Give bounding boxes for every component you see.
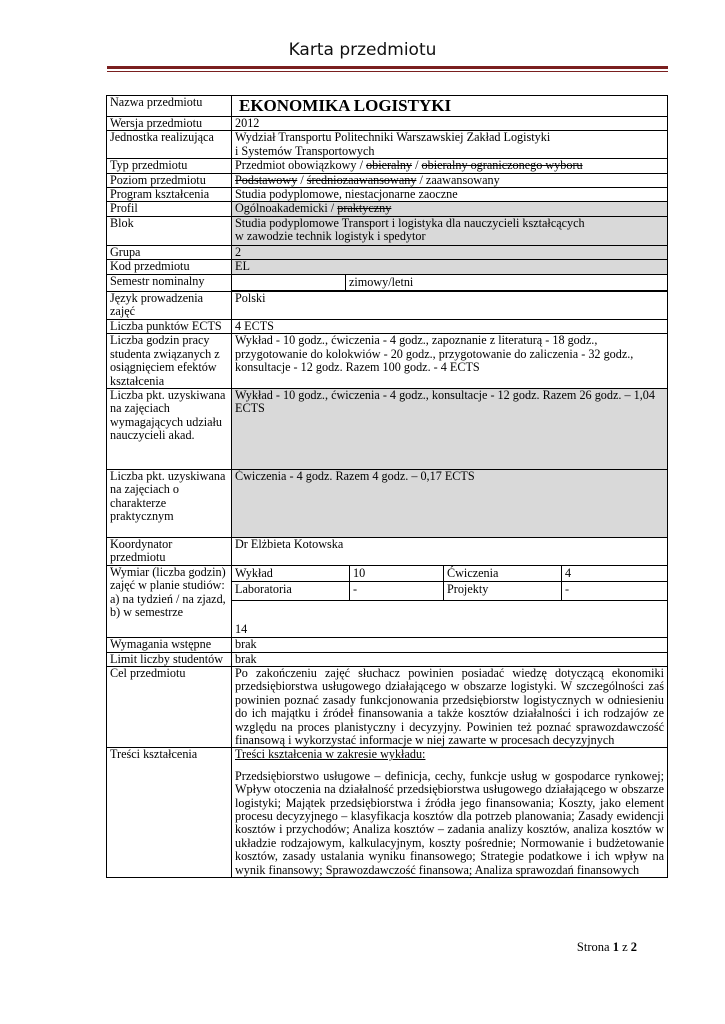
wymiar-wyklad-label: Wykład (232, 566, 350, 582)
value-koordynator: Dr Elżbieta Kotowska (232, 537, 668, 565)
blok-line2: w zawodzie technik logistyk i spedytor (235, 229, 426, 244)
row-cel (107, 666, 668, 747)
course-title: EKONOMIKA LOGISTYKI (239, 96, 452, 115)
blok-line1: Studia podyplomowe Transport i logistyka dla nauczycieli kształcących (235, 215, 585, 230)
profil-opt2: praktyczny (337, 201, 392, 216)
typ-opt1: Przedmiot obowiązkowy (235, 158, 357, 173)
semestr-empty (232, 275, 346, 291)
label-blok: Blok (107, 216, 232, 245)
jednostka-line2: i Systemów Transportowych (235, 143, 375, 158)
label-poziom: Poziom przedmiotu (107, 173, 232, 187)
row-wymiar (107, 565, 668, 637)
value-wersja: 2012 (232, 117, 668, 131)
label-typ: Typ przedmiotu (107, 159, 232, 173)
row-typ (107, 159, 668, 173)
label-profil: Profil (107, 202, 232, 216)
footer-sep: z (622, 940, 628, 954)
value-semestr (232, 274, 668, 291)
row-blok (107, 216, 668, 245)
wymiar-wyklad-value: 10 (350, 566, 444, 582)
value-program: Studia podyplomowe, niestacjonarne zaoczne (232, 188, 668, 202)
label-tresci: Treści kształcenia (107, 748, 232, 878)
footer-total: 2 (630, 940, 637, 954)
row-kod (107, 260, 668, 274)
wymiar-grid (232, 566, 667, 637)
poziom-sep2: / (416, 172, 426, 187)
poziom-opt3: zaawansowany (425, 172, 500, 187)
tresci-subheading: Treści kształcenia w zakresie wykładu: (235, 747, 426, 762)
poziom-opt1: Podstawowy (235, 172, 298, 187)
row-jednostka (107, 131, 668, 159)
wymiar-projekty-value: - (562, 582, 668, 601)
footer-page: 1 (612, 940, 619, 954)
poziom-opt2: średniozaawansowany (306, 172, 417, 187)
row-wymagania (107, 638, 668, 652)
label-jednostka: Jednostka realizująca (107, 131, 232, 159)
semestr-inner (232, 275, 667, 291)
label-cel: Cel przedmiotu (107, 666, 232, 747)
header-rule (107, 66, 668, 69)
label-godziny: Liczba godzin pracy studenta związanych z osiągnięciem efektów kształcenia (107, 334, 232, 389)
row-godziny (107, 334, 668, 389)
value-wymiar (232, 565, 668, 637)
course-card-table (106, 95, 668, 878)
profil-sep: / (327, 201, 338, 216)
row-wersja (107, 117, 668, 131)
label-wymiar: Wymiar (liczba godzin) zajęć w planie studiów: a) na tydzień / na zjazd, b) w semestrze (107, 565, 232, 637)
wymiar-cwiczenia-label: Ćwiczenia (444, 566, 562, 582)
value-pkt-praktyczne: Ćwiczenia - 4 godz. Razem 4 godz. – 0,17 ECTS (232, 469, 668, 537)
value-wymagania: brak (232, 638, 668, 652)
wymiar-laboratoria-label: Laboratoria (232, 582, 350, 601)
label-koordynator: Koordynator przedmiotu (107, 537, 232, 565)
value-typ (232, 159, 668, 173)
row-punkty (107, 319, 668, 333)
typ-opt3: obieralny ograniczonego wyboru (421, 158, 583, 173)
row-profil (107, 202, 668, 216)
value-jezyk: Polski (232, 292, 668, 320)
wymiar-cwiczenia-value: 4 (562, 566, 668, 582)
row-limit (107, 652, 668, 666)
profil-opt1: Ogólnoakademicki (235, 201, 328, 216)
row-poziom (107, 173, 668, 187)
row-grupa (107, 245, 668, 259)
page-number (577, 940, 637, 955)
value-pkt-nauczyciel: Wykład - 10 godz., ćwiczenia - 4 godz., konsultacje - 12 godz. Razem 26 godz. – 1,04 ECTS (232, 388, 668, 469)
label-semestr: Semestr nominalny (107, 274, 232, 291)
label-pkt-nauczyciel: Liczba pkt. uzyskiwana na zajęciach wymagających udziału nauczycieli akad. (107, 388, 232, 469)
row-program (107, 188, 668, 202)
poziom-sep: / (297, 172, 307, 187)
wymiar-laboratoria-value: - (350, 582, 444, 601)
semestr-value: zimowy/letni (346, 275, 668, 291)
row-nazwa (107, 96, 668, 117)
label-kod: Kod przedmiotu (107, 260, 232, 274)
value-limit: brak (232, 652, 668, 666)
label-punkty: Liczba punktów ECTS (107, 319, 232, 333)
label-jezyk: Język prowadzenia zajęć (107, 292, 232, 320)
value-profil (232, 202, 668, 216)
typ-sep: / (356, 158, 366, 173)
row-pkt-praktyczne (107, 469, 668, 537)
value-poziom (232, 173, 668, 187)
label-program: Program kształcenia (107, 188, 232, 202)
label-pkt-praktyczne: Liczba pkt. uzyskiwana na zajęciach o charakterze praktycznym (107, 469, 232, 537)
label-wymagania: Wymagania wstępne (107, 638, 232, 652)
label-wersja: Wersja przedmiotu (107, 117, 232, 131)
value-jednostka (232, 131, 668, 159)
row-pkt-nauczyciel (107, 388, 668, 469)
row-koordynator (107, 537, 668, 565)
value-grupa: 2 (232, 245, 668, 259)
wymiar-projekty-label: Projekty (444, 582, 562, 601)
jednostka-line1: Wydział Transportu Politechniki Warszawskiej Zakład Logistyki (235, 130, 551, 145)
row-semestr (107, 274, 668, 291)
typ-opt2: obieralny (366, 158, 413, 173)
value-godziny: Wykład - 10 godz., ćwiczenia - 4 godz., zapoznanie z literaturą - 18 godz., przygotowanie do kolokwiów - 20 godz., przygotowanie do zaliczenia - 32 godz., konsultacje - 12 godz. Razem 100 godz. - 4 ECTS (232, 334, 668, 389)
tresci-body: Przedsiębiorstwo usługowe – definicja, cechy, funkcje usług w gospodarce rynkowej; Wpływ otoczenia na działalność przedsiębiorstwa usługowego działającego w obszarze logistyki; Majątek przedsiębiorstwa i źródła jego finansowania; Koszty, jako element procesu decyzyjnego – klasyfikacja kosztów dla potrzeb planowania; Zasady ewidencji kosztów i przychodów; Analiza kosztów – zadania analizy kosztów, analiza kosztów w układzie rodzajowym, kalkulacyjnym, koszty pośrednie; Normowanie i budżetowanie kosztów, zasady ustalania wyniku finansowego; Strategie podatkowe i ich wpływ na wynik finansowy; Sprawozdawczość finansowa; Analiza sprawozdań finansowych (235, 768, 664, 877)
row-jezyk (107, 292, 668, 320)
label-grupa: Grupa (107, 245, 232, 259)
value-tresci (232, 748, 668, 878)
label-limit: Limit liczby studentów (107, 652, 232, 666)
typ-sep2: / (412, 158, 422, 173)
value-cel: Po zakończeniu zajęć słuchacz powinien posiadać wiedzę dotyczącą ekonomiki przedsiębiorstwa usługowego działającego w obszarze logistyki. W szczególności zaś powinien poznać zasady funkcjonowania przedsiębiorstw logistycznych w odniesieniu do ich majątku i źródeł finansowania a także kosztów działalności i ich rodzajów ze względu na proces planistyczny i decyzyjny. Powinien też poznać sprawozdawczość finansową i wykorzystać informacje w niej zawarte w procesach decyzyjnych (232, 666, 668, 747)
page-title: Karta przedmiotu (288, 40, 437, 60)
label-nazwa: Nazwa przedmiotu (107, 96, 232, 117)
header-rule-thin (107, 71, 668, 72)
value-blok (232, 216, 668, 245)
value-nazwa (232, 96, 668, 117)
value-punkty: 4 ECTS (232, 319, 668, 333)
wymiar-semestr-total: 14 (232, 601, 667, 638)
value-kod: EL (232, 260, 668, 274)
row-tresci (107, 748, 668, 878)
footer-prefix: Strona (576, 940, 610, 954)
